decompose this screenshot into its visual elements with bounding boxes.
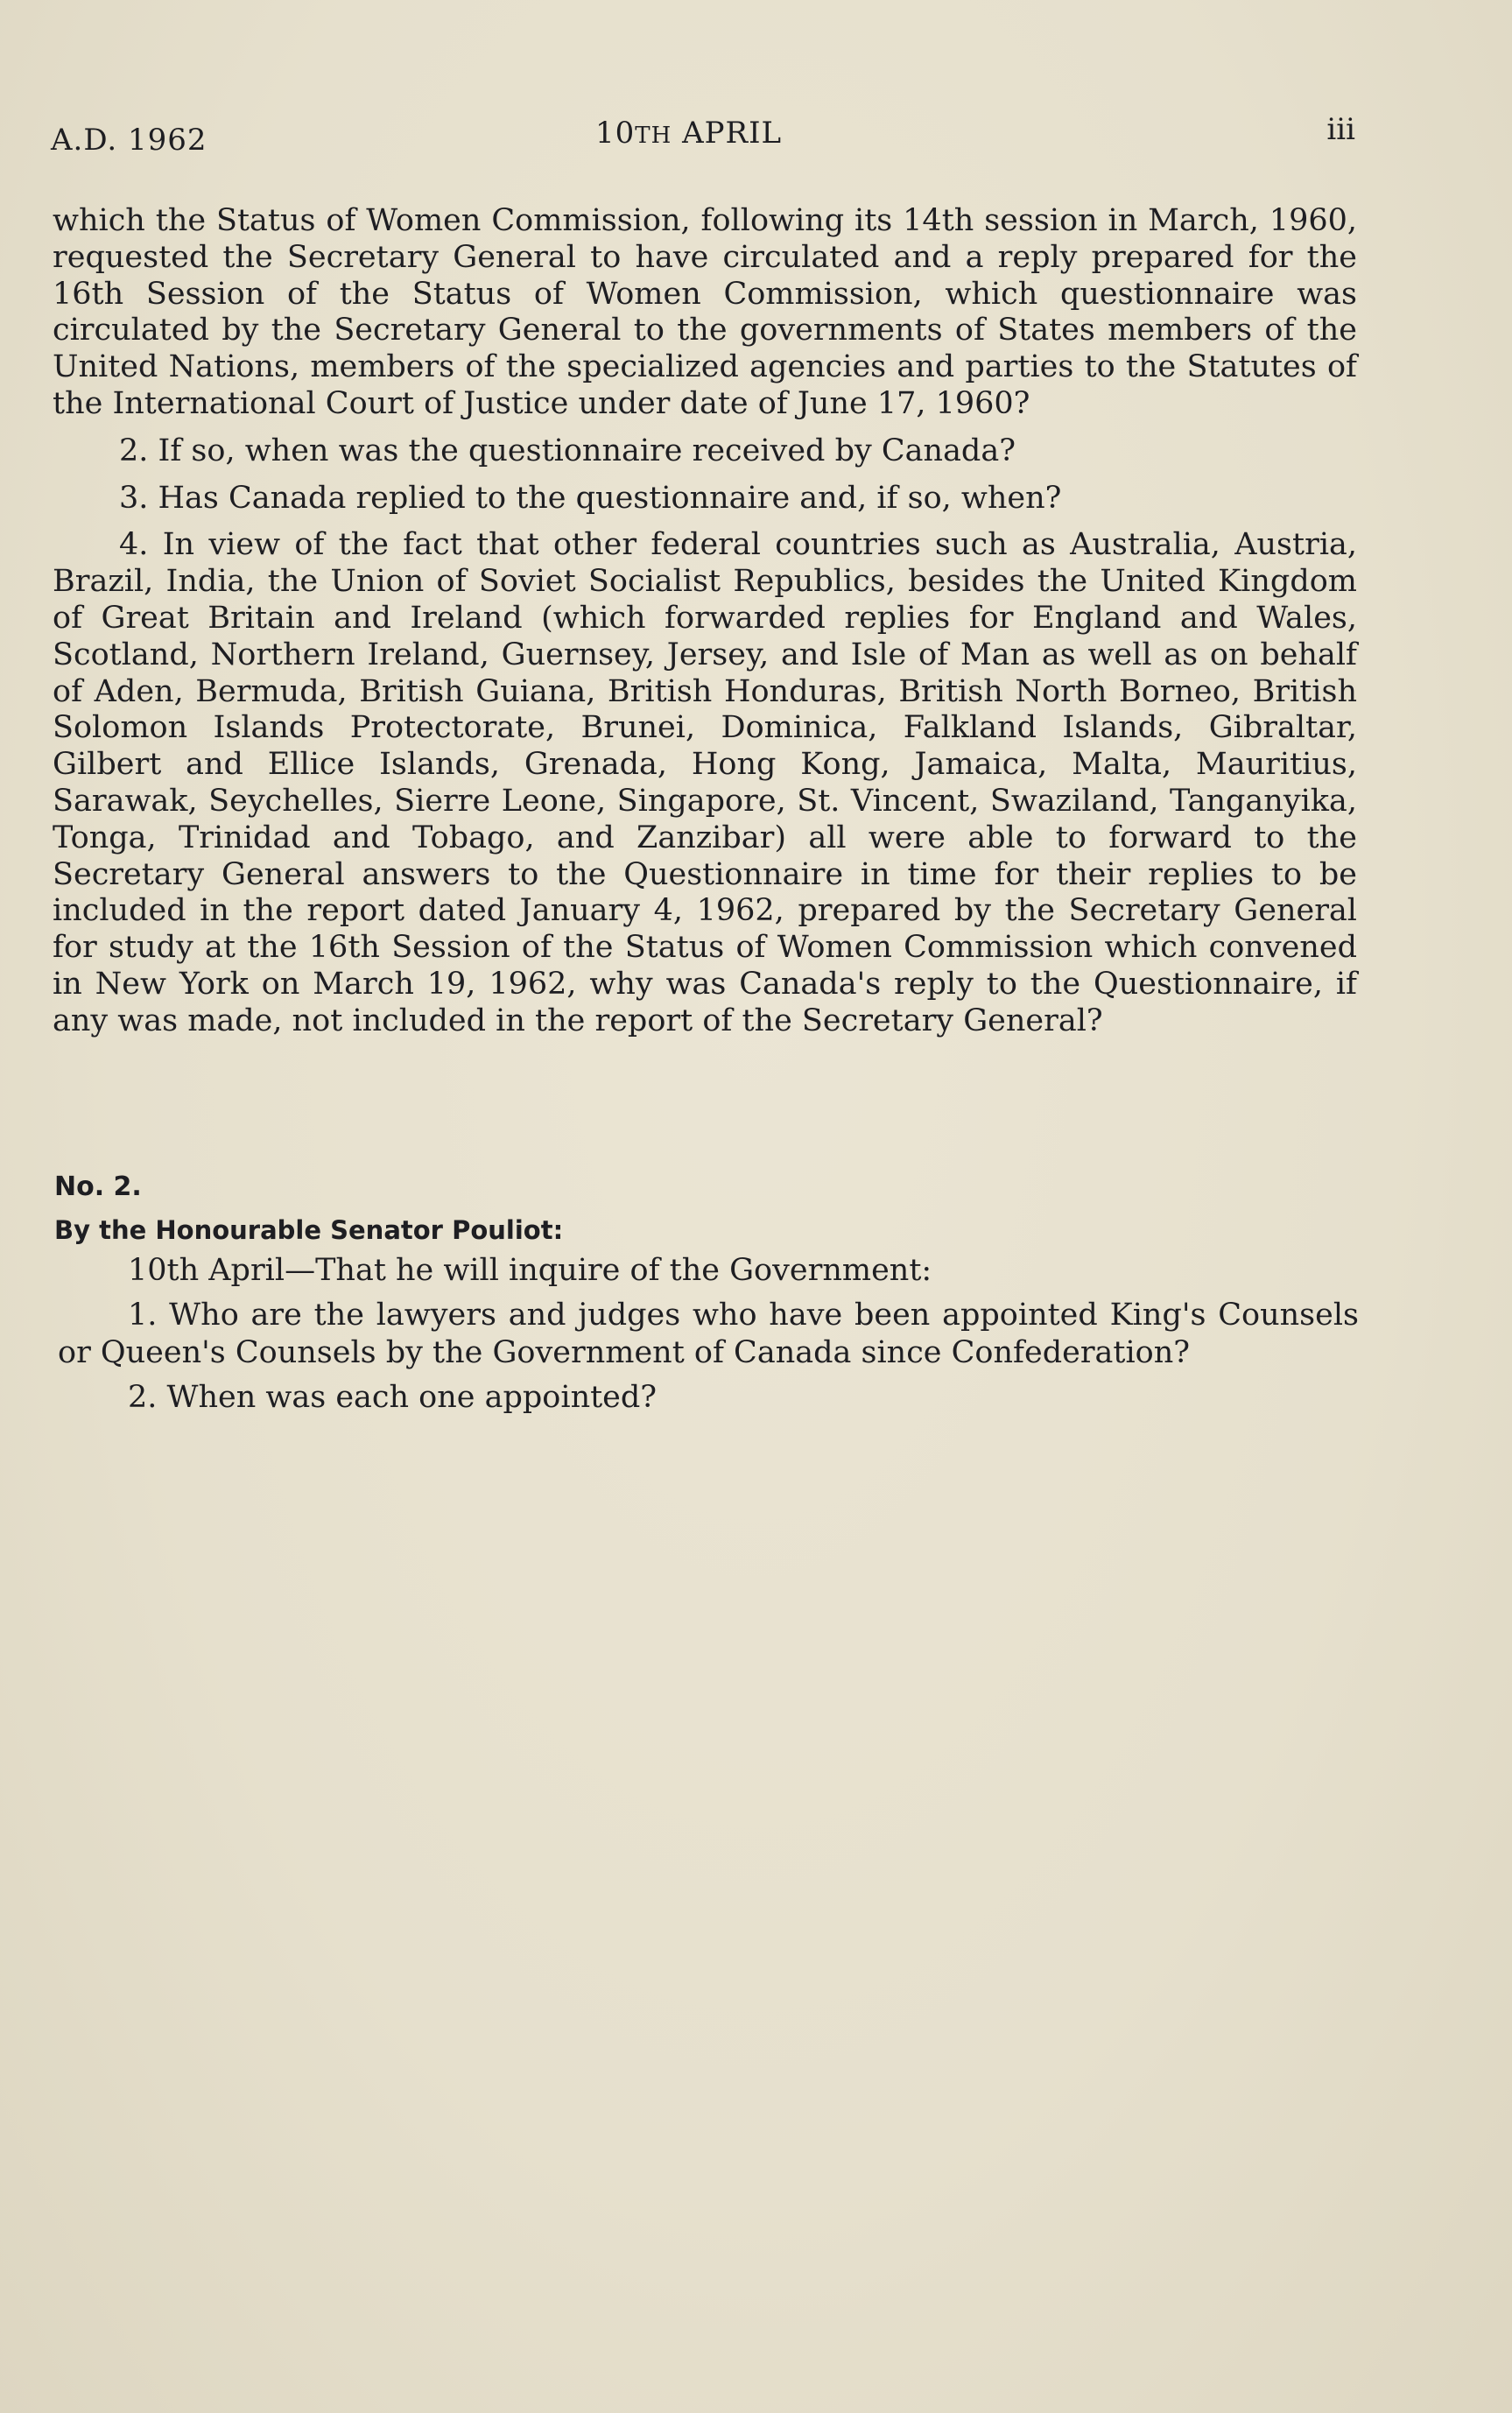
paragraph-q4: 4. In view of the fact that other federal countries such as Australia, Austria, Brazil, India, the Union of Soviet Socialist Republics, besides the United Kingdom of Great Britain and Ireland (which forwarded replies for England and Wales, Scotland, Northern Ireland, Guernsey, Jersey, and Isle of Man as well as on behalf of Aden, Bermuda, British Guiana, British Honduras, British North Borneo, British Solomon Islands Protectorate, Brunei, Dominica, Falkland Islands, Gibraltar, Gilbert and Ellice Islands, Grenada, Hong Kong, Jamaica, Malta, Mauritius, Sarawak, Seychelles, Sierre Leone, Singapore, St. Vincent, Swaziland, Tanganyika, Tonga, Trinidad and Tobago, and Zanzibar) all were able to forward to the Secretary General answers to the Questionnaire in time for their replies to be included in the report dated January 4, 1962, prepared by the Secretary General for study at the 16th Session of the Status of Women Commission which convened in New York on March 19, 1962, why was Canada's reply to the Questionnaire, if any was made, not included in the report of the Secretary General? [53,527,1357,1038]
section-author: By the Honourable Senator Pouliot: [54,1215,564,1245]
paragraph-q2: 2. If so, when was the questionnaire received by Canada? [119,433,1016,468]
section-line-q1: 1. Who are the lawyers and judges who have been appointed King's Counsels or Queen's Counsels by the Government of Canada since Confederation? [58,1298,1359,1370]
question-continuation [53,203,1357,1040]
page-number: iii [1326,112,1355,147]
header-date-day: 10 [595,116,636,151]
paragraph-intro: which the Status of Women Commission, following its 14th session in March, 1960, requested the Secretary General to have circulated and a reply prepared for the 16th Session of the Status of Women Commission, which questionnaire was circulated by the Secretary General to the governments of States members of the United Nations, members of the specialized agencies and parties to the Statutes of the International Court of Justice under date of June 17, 1960? [53,203,1357,421]
section-body [58,1252,1359,1417]
header-date-month: APRIL [672,116,783,151]
section-line-intro: 10th April—That he will inquire of the Government: [128,1253,932,1288]
section-line-q2: 2. When was each one appointed? [128,1380,658,1415]
page-header [51,112,1355,156]
header-year: A.D. 1962 [51,123,207,158]
header-date [595,116,782,151]
header-date-suffix: TH [635,123,672,149]
section-number: No. 2. [54,1171,142,1202]
paragraph-q3: 3. Has Canada replied to the questionnaire and, if so, when? [119,480,1062,516]
